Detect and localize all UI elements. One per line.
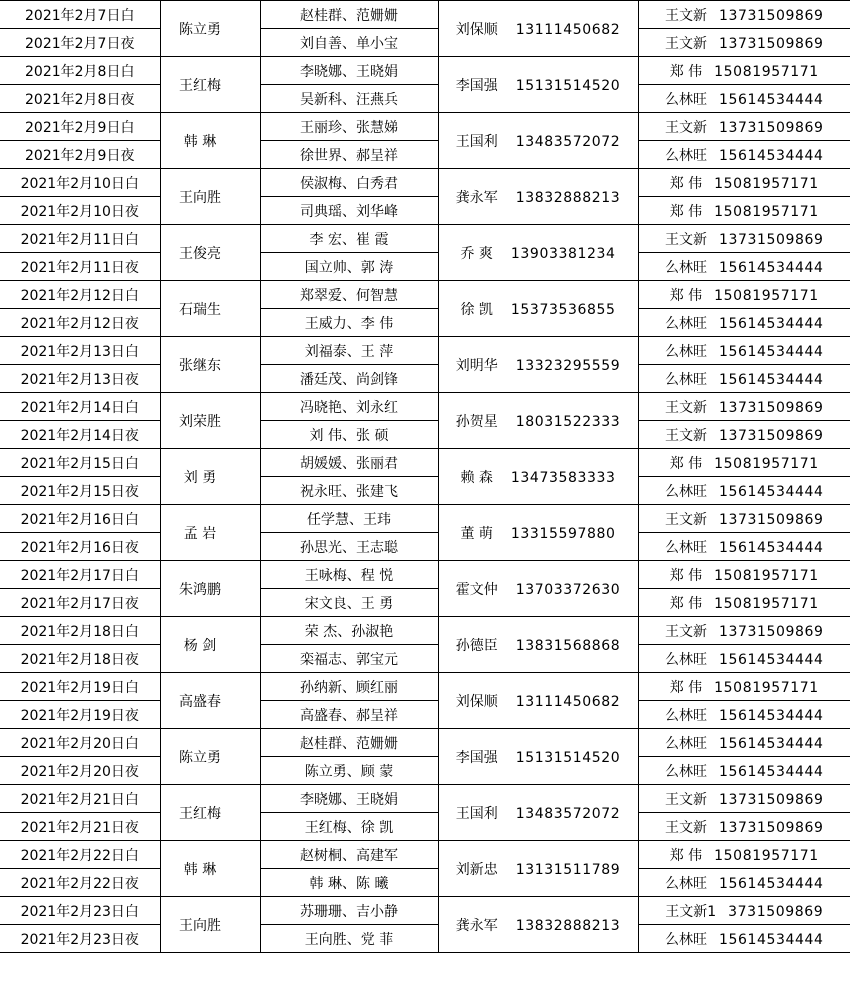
contact-night-name: 郑 伟: [669, 595, 703, 612]
contact-night-phone: 15614534444: [718, 483, 824, 500]
table-row: [0, 29, 850, 57]
staff-day-cell: 冯晓艳、刘永红: [260, 393, 438, 421]
date-night-cell: 2021年2月15日夜: [0, 477, 160, 505]
contact-night-phone: 15081957171: [714, 203, 819, 220]
contact-day-cell: [638, 337, 850, 365]
contact-night-name: 么林旺: [664, 483, 707, 500]
leader-name: 陈立勇: [179, 749, 221, 766]
contact-day-name: 郑 伟: [669, 63, 703, 80]
table-row: [0, 169, 850, 197]
leader-name: 王红梅: [179, 805, 221, 822]
leader-name: 韩 琳: [183, 133, 217, 150]
manager-phone: 13111450682: [515, 21, 621, 38]
date-night-cell: 2021年2月21日夜: [0, 813, 160, 841]
table-row: [0, 253, 850, 281]
staff-day-cell: 刘福泰、王 萍: [260, 337, 438, 365]
table-row: [0, 197, 850, 225]
contact-day-cell: [638, 841, 850, 869]
manager-name: 董 萌: [460, 525, 493, 542]
contact-day-name: 郑 伟: [669, 455, 703, 472]
date-night-cell: 2021年2月14日夜: [0, 421, 160, 449]
staff-day-cell: 孙纳新、顾红丽: [260, 673, 438, 701]
manager-cell: [438, 449, 638, 505]
staff-night-cell: 韩 琳、陈 曦: [260, 869, 438, 897]
manager-name: 刘保顺: [455, 21, 498, 38]
manager-phone: 15131514520: [515, 749, 621, 766]
leader-name: 王向胜: [179, 189, 221, 206]
leader-cell: [160, 449, 260, 505]
date-day-cell: 2021年2月9日白: [0, 113, 160, 141]
contact-day-cell: [638, 169, 850, 197]
leader-name: 高盛春: [179, 693, 221, 710]
manager-cell: [438, 57, 638, 113]
date-day-cell: 2021年2月15日白: [0, 449, 160, 477]
leader-name: 王俊亮: [179, 245, 221, 262]
contact-day-cell: [638, 729, 850, 757]
manager-cell: [438, 673, 638, 729]
contact-night-phone: 15614534444: [718, 875, 824, 892]
table-row: [0, 57, 850, 85]
contact-day-cell: [638, 617, 850, 645]
contact-day-cell: [638, 113, 850, 141]
contact-night-name: 么林旺: [664, 371, 707, 388]
date-night-cell: 2021年2月22日夜: [0, 869, 160, 897]
contact-day-name: 王文新1: [665, 903, 717, 920]
contact-night-phone: 13731509869: [718, 427, 824, 444]
staff-night-cell: 潘廷茂、尚剑锋: [260, 365, 438, 393]
manager-cell: [438, 841, 638, 897]
contact-day-phone: 13731509869: [718, 791, 824, 808]
manager-cell: [438, 225, 638, 281]
leader-cell: [160, 113, 260, 169]
table-row: [0, 813, 850, 841]
contact-night-phone: 15614534444: [718, 707, 824, 724]
contact-night-phone: 15614534444: [718, 651, 824, 668]
table-row: [0, 589, 850, 617]
table-row: [0, 785, 850, 813]
contact-night-phone: 15614534444: [718, 147, 824, 164]
staff-night-cell: 吴新科、汪燕兵: [260, 85, 438, 113]
staff-night-cell: 祝永旺、张建飞: [260, 477, 438, 505]
manager-cell: [438, 729, 638, 785]
manager-phone: 18031522333: [515, 413, 621, 430]
contact-day-phone: 15081957171: [714, 679, 819, 696]
staff-night-cell: 宋文良、王 勇: [260, 589, 438, 617]
staff-night-cell: 刘自善、单小宝: [260, 29, 438, 57]
date-day-cell: 2021年2月21日白: [0, 785, 160, 813]
manager-phone: 13483572072: [515, 805, 621, 822]
contact-day-name: 郑 伟: [669, 287, 703, 304]
manager-name: 乔 爽: [460, 245, 493, 262]
date-day-cell: 2021年2月12日白: [0, 281, 160, 309]
staff-night-cell: 司典瑶、刘华峰: [260, 197, 438, 225]
leader-name: 陈立勇: [179, 21, 221, 38]
date-night-cell: 2021年2月7日夜: [0, 29, 160, 57]
table-row: [0, 393, 850, 421]
table-row: [0, 757, 850, 785]
table-row: [0, 561, 850, 589]
date-night-cell: 2021年2月13日夜: [0, 365, 160, 393]
contact-night-cell: [638, 421, 850, 449]
manager-cell: [438, 561, 638, 617]
contact-day-phone: 15614534444: [718, 735, 824, 752]
contact-day-phone: 13731509869: [718, 119, 824, 136]
manager-cell: [438, 393, 638, 449]
contact-night-phone: 15614534444: [718, 371, 824, 388]
staff-day-cell: 郑翠爱、何智慧: [260, 281, 438, 309]
manager-name: 孙德臣: [455, 637, 498, 654]
manager-phone: 13483572072: [515, 133, 621, 150]
contact-night-phone: 15614534444: [718, 931, 824, 948]
leader-cell: [160, 169, 260, 225]
contact-day-name: 郑 伟: [669, 175, 703, 192]
table-row: [0, 729, 850, 757]
contact-day-name: 王文新: [664, 399, 707, 416]
table-row: [0, 673, 850, 701]
date-day-cell: 2021年2月16日白: [0, 505, 160, 533]
staff-day-cell: 胡媛媛、张丽君: [260, 449, 438, 477]
date-day-cell: 2021年2月8日白: [0, 57, 160, 85]
contact-day-cell: [638, 449, 850, 477]
leader-name: 杨 剑: [183, 637, 217, 654]
contact-day-cell: [638, 673, 850, 701]
contact-night-cell: [638, 645, 850, 673]
staff-night-cell: 刘 伟、张 硕: [260, 421, 438, 449]
table-row: [0, 113, 850, 141]
table-row: [0, 85, 850, 113]
contact-night-name: 么林旺: [664, 931, 707, 948]
contact-night-cell: [638, 589, 850, 617]
contact-day-cell: [638, 281, 850, 309]
contact-day-phone: 15081957171: [714, 455, 819, 472]
date-day-cell: 2021年2月23日白: [0, 897, 160, 925]
roster-body: [0, 1, 850, 953]
staff-day-cell: 赵树桐、高建军: [260, 841, 438, 869]
staff-day-cell: 李晓娜、王晓娟: [260, 57, 438, 85]
date-day-cell: 2021年2月7日白: [0, 1, 160, 29]
contact-night-name: 么林旺: [664, 539, 707, 556]
contact-day-name: 王文新: [664, 791, 707, 808]
leader-name: 张继东: [179, 357, 221, 374]
staff-night-cell: 王向胜、党 菲: [260, 925, 438, 953]
leader-cell: [160, 337, 260, 393]
date-day-cell: 2021年2月17日白: [0, 561, 160, 589]
manager-name: 龚永军: [455, 189, 498, 206]
date-night-cell: 2021年2月19日夜: [0, 701, 160, 729]
contact-night-cell: [638, 757, 850, 785]
staff-day-cell: 赵桂群、范姗姗: [260, 1, 438, 29]
date-night-cell: 2021年2月9日夜: [0, 141, 160, 169]
contact-night-name: 王文新: [664, 819, 707, 836]
contact-day-phone: 15081957171: [714, 175, 819, 192]
leader-name: 王红梅: [179, 77, 221, 94]
table-row: [0, 281, 850, 309]
contact-day-name: 王文新: [664, 511, 707, 528]
contact-night-cell: [638, 701, 850, 729]
staff-night-cell: 国立帅、郭 涛: [260, 253, 438, 281]
manager-phone: 13473583333: [510, 469, 616, 486]
table-row: [0, 533, 850, 561]
contact-day-cell: [638, 785, 850, 813]
manager-cell: [438, 897, 638, 953]
staff-day-cell: 荣 杰、孙淑艳: [260, 617, 438, 645]
staff-day-cell: 王咏梅、程 悦: [260, 561, 438, 589]
leader-cell: [160, 897, 260, 953]
contact-day-name: 郑 伟: [669, 847, 703, 864]
contact-day-cell: [638, 393, 850, 421]
manager-name: 龚永军: [455, 917, 498, 934]
date-night-cell: 2021年2月16日夜: [0, 533, 160, 561]
contact-night-phone: 15614534444: [718, 91, 824, 108]
leader-name: 朱鸿鹏: [179, 581, 221, 598]
contact-day-phone: 13731509869: [718, 511, 824, 528]
contact-day-phone: 15081957171: [714, 63, 819, 80]
contact-night-name: 么林旺: [664, 91, 707, 108]
date-night-cell: 2021年2月8日夜: [0, 85, 160, 113]
manager-phone: 13703372630: [515, 581, 621, 598]
contact-day-phone: 15081957171: [714, 847, 819, 864]
staff-night-cell: 徐世界、郝呈祥: [260, 141, 438, 169]
staff-day-cell: 李晓娜、王晓娟: [260, 785, 438, 813]
contact-night-cell: [638, 197, 850, 225]
date-night-cell: 2021年2月23日夜: [0, 925, 160, 953]
contact-night-name: 么林旺: [664, 315, 707, 332]
contact-day-name: 郑 伟: [669, 679, 703, 696]
manager-name: 王国利: [455, 133, 498, 150]
leader-name: 石瑞生: [179, 301, 221, 318]
manager-name: 赖 森: [460, 469, 493, 486]
contact-day-name: 王文新: [664, 119, 707, 136]
date-night-cell: 2021年2月10日夜: [0, 197, 160, 225]
contact-day-phone: 13731509869: [718, 231, 824, 248]
table-row: [0, 925, 850, 953]
manager-name: 孙贺星: [455, 413, 498, 430]
table-row: [0, 701, 850, 729]
staff-night-cell: 王红梅、徐 凯: [260, 813, 438, 841]
date-day-cell: 2021年2月14日白: [0, 393, 160, 421]
date-day-cell: 2021年2月18日白: [0, 617, 160, 645]
contact-night-name: 么林旺: [664, 651, 707, 668]
contact-night-name: 么林旺: [664, 875, 707, 892]
contact-night-name: 么林旺: [664, 147, 707, 164]
leader-cell: [160, 1, 260, 57]
contact-day-phone: 13731509869: [718, 399, 824, 416]
table-row: [0, 897, 850, 925]
contact-day-cell: [638, 897, 850, 925]
manager-cell: [438, 505, 638, 561]
contact-night-cell: [638, 869, 850, 897]
contact-night-name: 么林旺: [664, 259, 707, 276]
contact-night-cell: [638, 477, 850, 505]
date-day-cell: 2021年2月11日白: [0, 225, 160, 253]
table-row: [0, 421, 850, 449]
leader-cell: [160, 617, 260, 673]
staff-night-cell: 高盛春、郝呈祥: [260, 701, 438, 729]
manager-name: 刘新忠: [455, 861, 498, 878]
contact-night-cell: [638, 29, 850, 57]
contact-day-cell: [638, 57, 850, 85]
manager-cell: [438, 337, 638, 393]
contact-day-name: 郑 伟: [669, 567, 703, 584]
contact-night-name: 么林旺: [664, 707, 707, 724]
date-night-cell: 2021年2月11日夜: [0, 253, 160, 281]
contact-day-phone: 15081957171: [714, 567, 819, 584]
staff-night-cell: 孙思光、王志聪: [260, 533, 438, 561]
date-night-cell: 2021年2月17日夜: [0, 589, 160, 617]
date-night-cell: 2021年2月20日夜: [0, 757, 160, 785]
contact-night-cell: [638, 813, 850, 841]
date-night-cell: 2021年2月12日夜: [0, 309, 160, 337]
manager-name: 霍文仲: [455, 581, 498, 598]
contact-night-cell: [638, 309, 850, 337]
table-row: [0, 617, 850, 645]
staff-night-cell: 王威力、李 伟: [260, 309, 438, 337]
staff-day-cell: 苏珊珊、吉小静: [260, 897, 438, 925]
table-row: [0, 869, 850, 897]
table-row: [0, 645, 850, 673]
leader-cell: [160, 57, 260, 113]
contact-night-cell: [638, 925, 850, 953]
manager-name: 刘保顺: [455, 693, 498, 710]
manager-phone: 13832888213: [515, 917, 621, 934]
date-day-cell: 2021年2月20日白: [0, 729, 160, 757]
contact-day-name: 王文新: [664, 231, 707, 248]
contact-night-phone: 15614534444: [718, 763, 824, 780]
contact-night-cell: [638, 85, 850, 113]
contact-day-phone: 13731509869: [718, 7, 824, 24]
contact-night-phone: 15614534444: [718, 315, 824, 332]
contact-day-name: 么林旺: [664, 343, 707, 360]
manager-cell: [438, 785, 638, 841]
manager-phone: 13832888213: [515, 189, 621, 206]
table-row: [0, 477, 850, 505]
contact-night-name: 王文新: [664, 35, 707, 52]
date-day-cell: 2021年2月19日白: [0, 673, 160, 701]
manager-name: 李国强: [455, 749, 498, 766]
manager-cell: [438, 617, 638, 673]
table-row: [0, 841, 850, 869]
staff-day-cell: 赵桂群、范姗姗: [260, 729, 438, 757]
contact-night-cell: [638, 141, 850, 169]
table-row: [0, 309, 850, 337]
contact-day-cell: [638, 225, 850, 253]
contact-night-phone: 15614534444: [718, 539, 824, 556]
contact-night-phone: 15614534444: [718, 259, 824, 276]
contact-day-phone: 15081957171: [714, 287, 819, 304]
table-row: [0, 225, 850, 253]
leader-cell: [160, 673, 260, 729]
table-row: [0, 337, 850, 365]
manager-name: 刘明华: [455, 357, 498, 374]
contact-day-cell: [638, 561, 850, 589]
contact-day-phone: 3731509869: [728, 903, 824, 920]
manager-name: 李国强: [455, 77, 498, 94]
manager-phone: 13111450682: [515, 693, 621, 710]
staff-day-cell: 侯淑梅、白秀君: [260, 169, 438, 197]
contact-day-name: 王文新: [664, 7, 707, 24]
leader-cell: [160, 561, 260, 617]
contact-day-name: 么林旺: [664, 735, 707, 752]
contact-day-name: 王文新: [664, 623, 707, 640]
manager-cell: [438, 281, 638, 337]
leader-name: 孟 岩: [183, 525, 217, 542]
leader-cell: [160, 785, 260, 841]
manager-phone: 13131511789: [515, 861, 621, 878]
contact-night-cell: [638, 253, 850, 281]
leader-cell: [160, 393, 260, 449]
table-row: [0, 505, 850, 533]
table-row: [0, 1, 850, 29]
staff-night-cell: 陈立勇、顾 蒙: [260, 757, 438, 785]
manager-phone: 13323295559: [515, 357, 621, 374]
table-row: [0, 141, 850, 169]
manager-phone: 15373536855: [510, 301, 616, 318]
leader-cell: [160, 841, 260, 897]
manager-phone: 13903381234: [510, 245, 616, 262]
date-day-cell: 2021年2月22日白: [0, 841, 160, 869]
leader-cell: [160, 505, 260, 561]
leader-name: 刘 勇: [183, 469, 217, 486]
staff-day-cell: 王丽珍、张慧娣: [260, 113, 438, 141]
table-row: [0, 449, 850, 477]
manager-phone: 15131514520: [515, 77, 621, 94]
contact-night-name: 郑 伟: [669, 203, 703, 220]
leader-cell: [160, 225, 260, 281]
date-night-cell: 2021年2月18日夜: [0, 645, 160, 673]
leader-name: 刘荣胜: [179, 413, 221, 430]
date-day-cell: 2021年2月13日白: [0, 337, 160, 365]
contact-day-cell: [638, 505, 850, 533]
table-row: [0, 365, 850, 393]
contact-night-cell: [638, 365, 850, 393]
manager-phone: 13315597880: [510, 525, 616, 542]
contact-day-phone: 13731509869: [718, 623, 824, 640]
manager-phone: 13831568868: [515, 637, 621, 654]
contact-day-phone: 15614534444: [718, 343, 824, 360]
contact-day-cell: [638, 1, 850, 29]
leader-name: 王向胜: [179, 917, 221, 934]
contact-night-phone: 13731509869: [718, 819, 824, 836]
staff-day-cell: 李 宏、崔 霞: [260, 225, 438, 253]
contact-night-phone: 15081957171: [714, 595, 819, 612]
manager-name: 徐 凯: [460, 301, 493, 318]
contact-night-name: 王文新: [664, 427, 707, 444]
contact-night-name: 么林旺: [664, 763, 707, 780]
leader-cell: [160, 729, 260, 785]
staff-night-cell: 栾福志、郭宝元: [260, 645, 438, 673]
manager-cell: [438, 169, 638, 225]
manager-name: 王国利: [455, 805, 498, 822]
manager-cell: [438, 113, 638, 169]
manager-cell: [438, 1, 638, 57]
leader-name: 韩 琳: [183, 861, 217, 878]
contact-night-phone: 13731509869: [718, 35, 824, 52]
date-day-cell: 2021年2月10日白: [0, 169, 160, 197]
contact-night-cell: [638, 533, 850, 561]
staff-day-cell: 任学慧、王玮: [260, 505, 438, 533]
leader-cell: [160, 281, 260, 337]
